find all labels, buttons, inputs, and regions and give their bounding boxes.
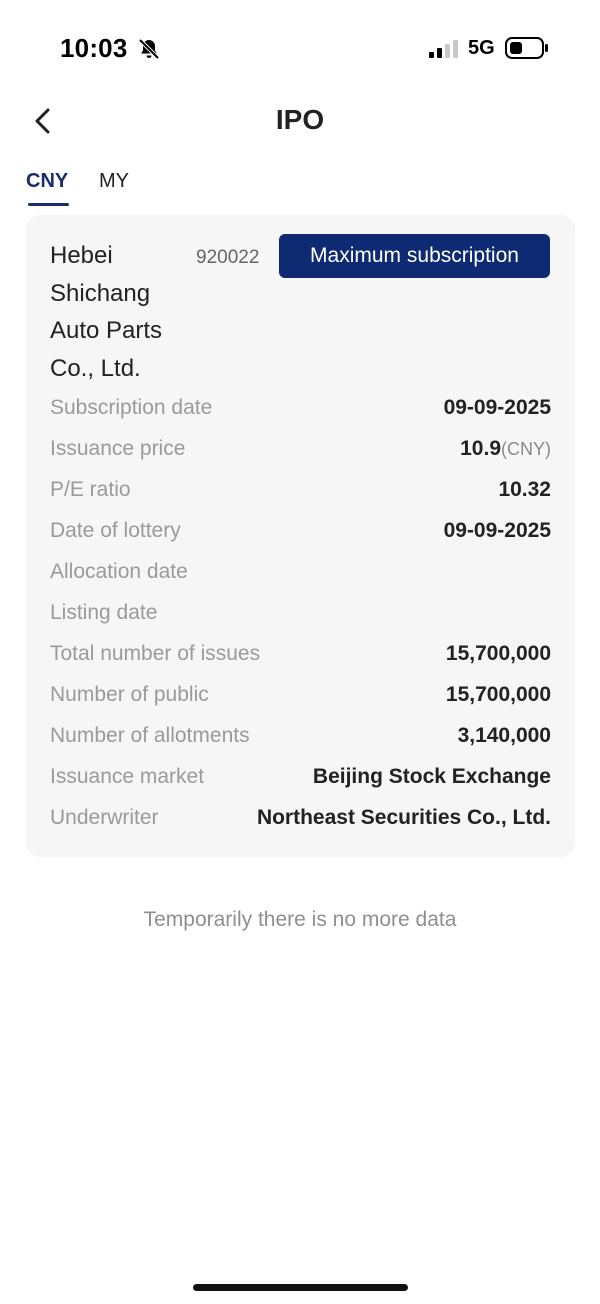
bell-slash-icon (137, 37, 161, 61)
home-indicator[interactable] (193, 1284, 408, 1291)
info-value: 09-09-2025 (443, 519, 551, 542)
info-label: Allocation date (50, 560, 188, 583)
tab-my[interactable]: MY (99, 170, 129, 192)
signal-icon (429, 40, 461, 58)
info-label: Listing date (50, 601, 158, 624)
active-tab-indicator (28, 203, 69, 206)
row-date-of-lottery (50, 519, 551, 549)
row-listing-date (50, 601, 551, 631)
info-label: Total number of issues (50, 642, 261, 665)
info-label: Underwriter (50, 806, 159, 829)
info-value-wrap (460, 437, 551, 461)
info-value: 15,700,000 (445, 683, 551, 706)
no-more-data-message: Temporarily there is no more data (143, 908, 457, 931)
row-issuance-market (50, 765, 551, 795)
info-label: Issuance price (50, 437, 186, 460)
row-subscription-date (50, 396, 551, 426)
info-value: 09-09-2025 (443, 396, 551, 419)
row-underwriter (50, 806, 551, 836)
company-name: Hebei Shichang Auto Parts Co., Ltd. (50, 242, 163, 382)
info-value: 10.9 (460, 437, 501, 460)
tab-cny[interactable]: CNY (26, 170, 69, 192)
info-label: Subscription date (50, 396, 213, 419)
row-total-number-of-issues (50, 642, 551, 672)
ipo-card[interactable] (26, 215, 575, 857)
info-label: P/E ratio (50, 478, 131, 501)
status-bar (0, 0, 600, 96)
stock-code: 920022 (196, 247, 260, 268)
page-title: IPO (275, 104, 325, 135)
row-allocation-date (50, 560, 551, 590)
row-number-of-public (50, 683, 551, 713)
info-label: Issuance market (50, 765, 205, 788)
network-label: 5G (468, 37, 495, 59)
row-issuance-price (50, 437, 551, 467)
info-value: Beijing Stock Exchange (312, 765, 551, 788)
info-value: 10.32 (498, 478, 551, 501)
header (0, 96, 600, 146)
row-pe-ratio (50, 478, 551, 508)
maximum-subscription-button[interactable]: Maximum subscription (279, 234, 550, 278)
status-time: 10:03 (60, 33, 128, 63)
info-value: 15,700,000 (445, 642, 551, 665)
info-label: Date of lottery (50, 519, 181, 542)
info-label: Number of public (50, 683, 209, 706)
info-label: Number of allotments (50, 724, 250, 747)
row-number-of-allotments (50, 724, 551, 754)
info-unit: (CNY) (501, 439, 551, 459)
info-value: 3,140,000 (457, 724, 551, 747)
info-value: Northeast Securities Co., Ltd. (256, 806, 551, 829)
battery-icon (505, 37, 549, 59)
